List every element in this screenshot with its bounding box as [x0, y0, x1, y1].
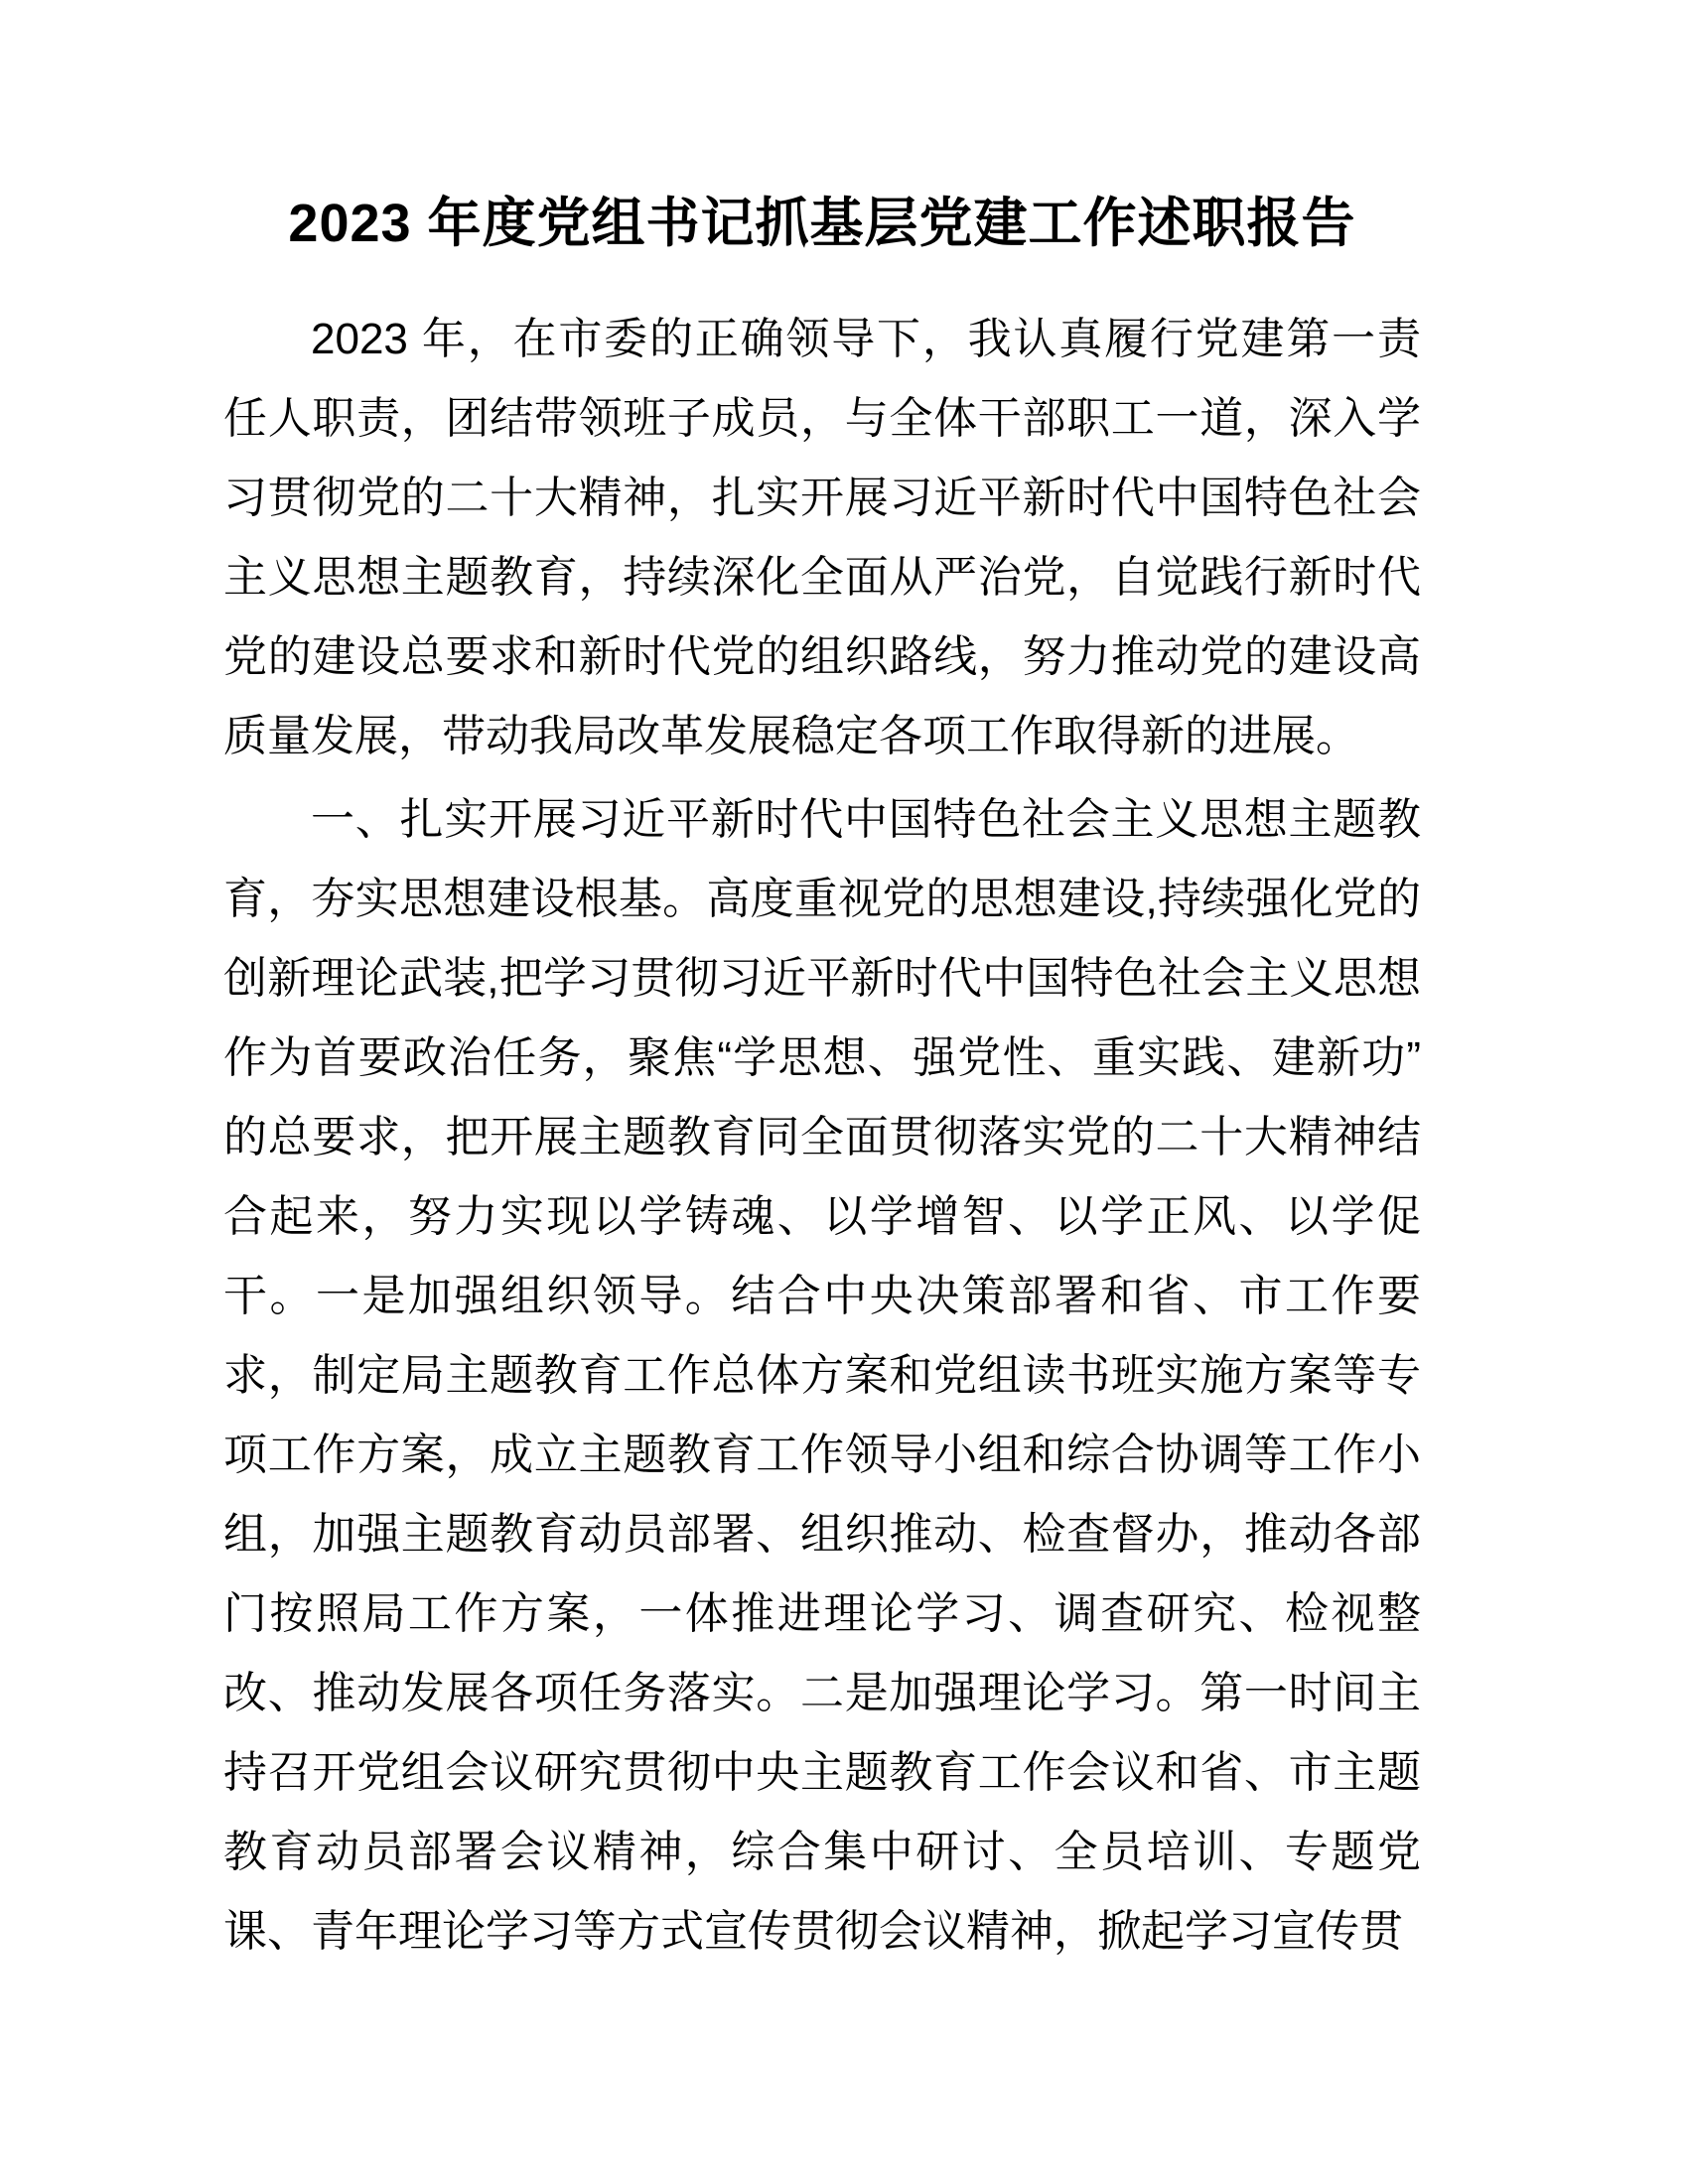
paragraph-section-1: 一、扎实开展习近平新时代中国特色社会主义思想主题教育，夯实思想建设根基。高度重视党的思想建设,持续强化党的创新理论武装,把学习贯彻习近平新时代中国特色社会主义思想作为首要政治任务，聚焦“学思想、强党性、重实践、建新功”的总要求，把开展主题教育同全面贯彻落实党的二十大精神结合起来，努力实现以学铸魂、以学增智、以学正风、以学促干。一是加强组织领导。结合中央决策部署和省、市工作要求，制定局主题教育工作总体方案和党组读书班实施方案等专项工作方案，成立主题教育工作领导小组和综合协调等工作小组，加强主题教育动员部署、组织推动、检查督办，推动各部门按照局工作方案，一体推进理论学习、调查研究、检视整改、推动发展各项任务落实。二是加强理论学习。第一时间主持召开党组会议研究贯彻中央主题教育工作会议和省、市主题教育动员部署会议精神，综合集中研讨、全员培训、专题党课、青年理论学习等方式宣传贯彻会议精神，掀起学习宣传贯: [223, 795, 1421, 1956]
document-title: 2023 年度党组书记抓基层党建工作述职报告: [288, 194, 1356, 253]
paragraph-intro: 2023 年，在市委的正确领导下，我认真履行党建第一责任人职责，团结带领班子成员，与全体干部职工一道，深入学习贯彻党的二十大精神，扎实开展习近平新时代中国特色社会主义思想主题教育，持续深化全面从严治党，自觉践行新时代党的建设总要求和新时代党的组织路线，努力推动党的建设高质量发展，带动我局改革发展稳定各项工作取得新的进展。: [223, 315, 1421, 760]
